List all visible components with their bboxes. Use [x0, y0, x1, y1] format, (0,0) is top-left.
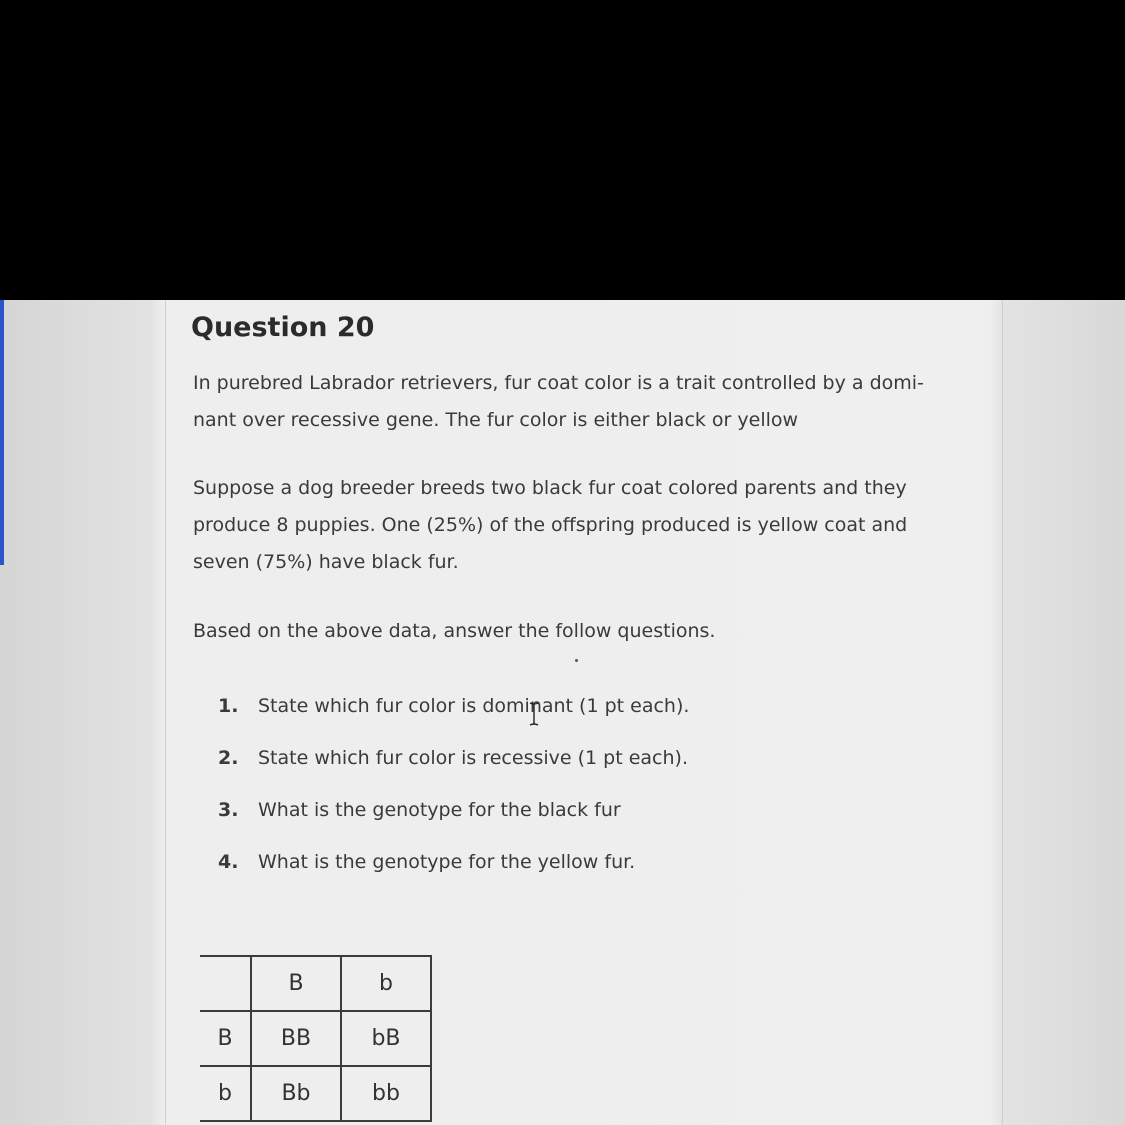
scenario-line-2: produce 8 puppies. One (25%) of the offspring produced is yellow coat and — [193, 514, 908, 536]
punnett-cell: bB — [341, 1011, 431, 1066]
screen-content — [0, 300, 1125, 1125]
content-left-border — [165, 300, 166, 1125]
question-instruction: Based on the above data, answer the follow questions. — [193, 620, 716, 642]
punnett-cell: BB — [251, 1011, 341, 1066]
punnett-row-header-cell: B — [200, 1011, 251, 1066]
window-edge-accent — [0, 300, 4, 565]
intro-line-2: nant over recessive gene. The fur color is either black or yellow — [193, 409, 799, 431]
list-item-text: What is the genotype for the black fur — [258, 799, 621, 821]
punnett-row — [200, 1011, 431, 1066]
punnett-row — [200, 1066, 431, 1121]
list-item-text: State which fur color is recessive (1 pt each). — [258, 747, 688, 769]
scenario-line-1: Suppose a dog breeder breeds two black fur coat colored parents and they — [193, 477, 907, 499]
scenario-line-3: seven (75%) have black fur. — [193, 551, 459, 573]
list-item-text: State which fur color is dominant (1 pt each). — [258, 695, 690, 717]
list-item-number: 3. — [218, 799, 239, 821]
list-item-number: 1. — [218, 695, 239, 717]
punnett-header-cell: B — [251, 956, 341, 1011]
punnett-cell: bb — [341, 1066, 431, 1121]
text-cursor-icon — [529, 702, 539, 726]
punnett-cell: Bb — [251, 1066, 341, 1121]
question-scenario-paragraph — [193, 470, 923, 581]
punnett-corner-cell — [200, 956, 251, 1011]
punnett-header-row — [200, 956, 431, 1011]
stray-dot — [575, 659, 578, 662]
punnett-header-cell: b — [341, 956, 431, 1011]
list-item-number: 4. — [218, 851, 239, 873]
content-right-border — [1002, 300, 1003, 1125]
intro-line-1: In purebred Labrador retrievers, fur coat color is a trait controlled by a domi- — [193, 372, 924, 394]
list-item-number: 2. — [218, 747, 239, 769]
question-intro-paragraph — [193, 365, 923, 439]
punnett-row-header-cell: b — [200, 1066, 251, 1121]
question-title: Question 20 — [191, 312, 375, 343]
list-item-text: What is the genotype for the yellow fur. — [258, 851, 636, 873]
punnett-square — [200, 955, 432, 1122]
